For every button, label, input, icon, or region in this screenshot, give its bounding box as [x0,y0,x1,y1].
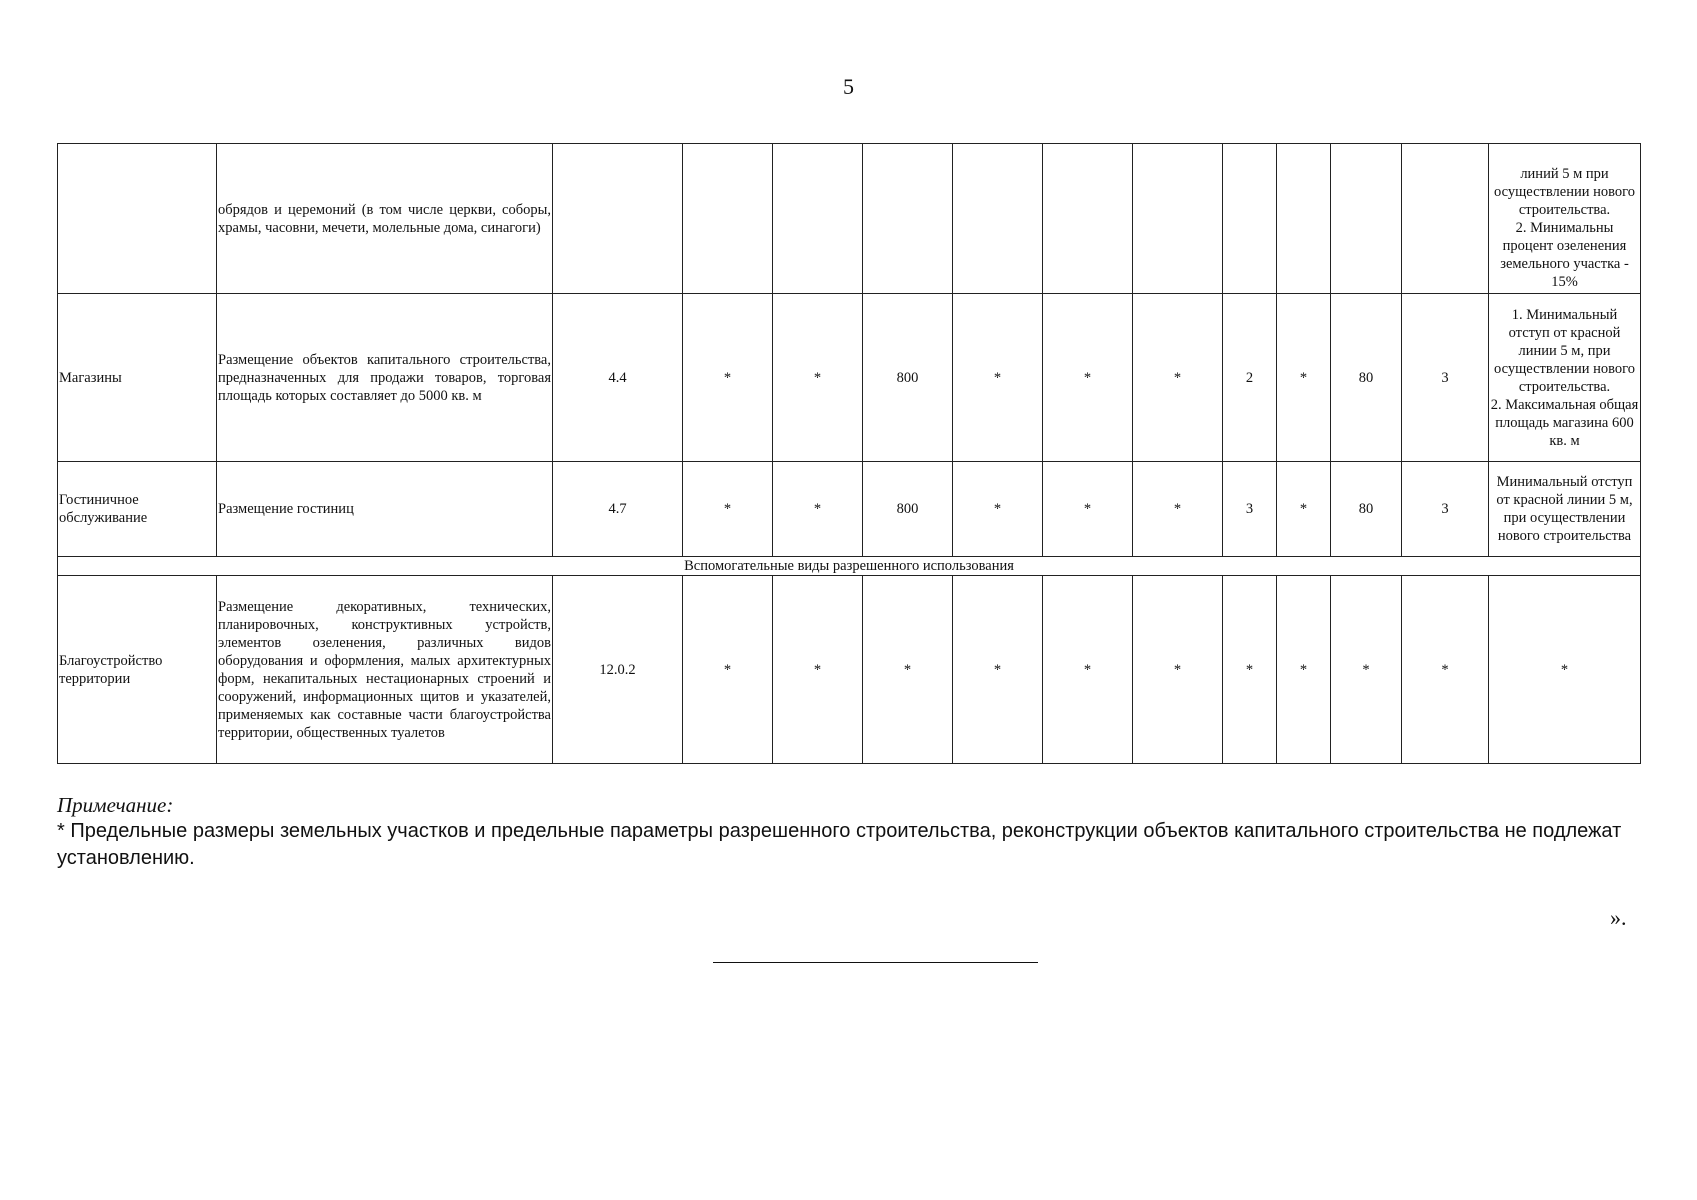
land-use-code: 12.0.2 [553,576,683,764]
parameter-cell [1402,144,1489,294]
parameter-cell [953,144,1043,294]
parameter-cell [1043,144,1133,294]
restriction-note: Минимальный отступ от красной линии 5 м, при осуществлении нового строительства [1489,462,1641,557]
land-use-table [57,143,1641,764]
table-row [58,576,1641,764]
parameter-cell [1277,144,1331,294]
parameter-cell [1133,144,1223,294]
land-use-name: Благоустройство территории [58,576,217,764]
table-row [58,462,1641,557]
parameter-cell: * [773,462,863,557]
parameter-cell: * [1043,294,1133,462]
parameter-cell: * [1133,462,1223,557]
parameter-cell: * [1277,462,1331,557]
land-use-name: Гостиничное обслуживание [58,462,217,557]
table-row [58,144,1641,294]
restriction-note-line: линий 5 м при осуществлении нового строительства. 2. Минимальны процент озеленения земельного участка - 15% [1494,165,1635,290]
parameter-cell [1331,144,1402,294]
parameter-cell: * [953,576,1043,764]
restriction-note: 1. Минимальный отступ от красной линии 5 м, при осуществлении нового строительства. 2. Максимальная общая площадь магазина 600 кв. м [1489,294,1641,462]
table-section-row [58,557,1641,576]
land-use-name: Магазины [58,294,217,462]
closing-quote-mark: ». [1610,905,1627,930]
parameter-cell: * [1043,462,1133,557]
note-title: Примечание: [57,793,174,817]
parameter-cell: 80 [1331,294,1402,462]
parameter-cell: * [683,294,773,462]
parameter-cell: * [1043,576,1133,764]
restriction-note: * [1489,576,1641,764]
parameter-cell [863,144,953,294]
parameter-cell: 3 [1223,462,1277,557]
parameter-cell: 3 [1402,294,1489,462]
note-text: * Предельные размеры земельных участков и предельные параметры разрешенного строительства, реконструкции объектов капитального строительства не подлежат установлению. [57,820,1622,869]
land-use-code [553,144,683,294]
land-use-description: Размещение гостиниц [217,462,553,557]
parameter-cell: * [1223,576,1277,764]
parameter-cell: * [1133,294,1223,462]
parameter-cell: * [863,576,953,764]
parameter-cell: 80 [1331,462,1402,557]
parameter-cell: * [773,576,863,764]
land-use-description: Размещение объектов капитального строительства, предназначенных для продажи товаров, торговая площадь которых составляет до 5000 кв. м [217,294,553,462]
land-use-code: 4.7 [553,462,683,557]
land-use-code: 4.4 [553,294,683,462]
parameter-cell: * [773,294,863,462]
parameter-cell: 3 [1402,462,1489,557]
land-use-name [58,144,217,294]
land-use-description: обрядов и церемоний (в том числе церкви, соборы, храмы, часовни, мечети, молельные дома, синагоги) [217,144,553,294]
parameter-cell: * [1133,576,1223,764]
parameter-cell: * [953,294,1043,462]
parameter-cell [773,144,863,294]
parameter-cell: 800 [863,462,953,557]
parameter-cell: * [1277,576,1331,764]
end-rule-divider [713,962,1038,963]
parameter-cell: 800 [863,294,953,462]
parameter-cell: * [953,462,1043,557]
table-row [58,294,1641,462]
parameter-cell: * [683,576,773,764]
parameter-cell [683,144,773,294]
parameter-cell: * [1402,576,1489,764]
page-number: 5 [843,74,854,99]
section-header: Вспомогательные виды разрешенного использования [58,557,1641,576]
parameter-cell: 2 [1223,294,1277,462]
parameter-cell: * [1277,294,1331,462]
restriction-note [1489,144,1641,294]
parameter-cell: * [1331,576,1402,764]
land-use-description: Размещение декоративных, технических, планировочных, конструктивных устройств, элементов озеленения, различных видов оборудования и оформления, малых архитектурных форм, некапитальных нестационарных строений и сооружений, информационных щитов и указателей, применяемых как составные части благоустройства территории, общественных туалетов [217,576,553,764]
parameter-cell [1223,144,1277,294]
parameter-cell: * [683,462,773,557]
